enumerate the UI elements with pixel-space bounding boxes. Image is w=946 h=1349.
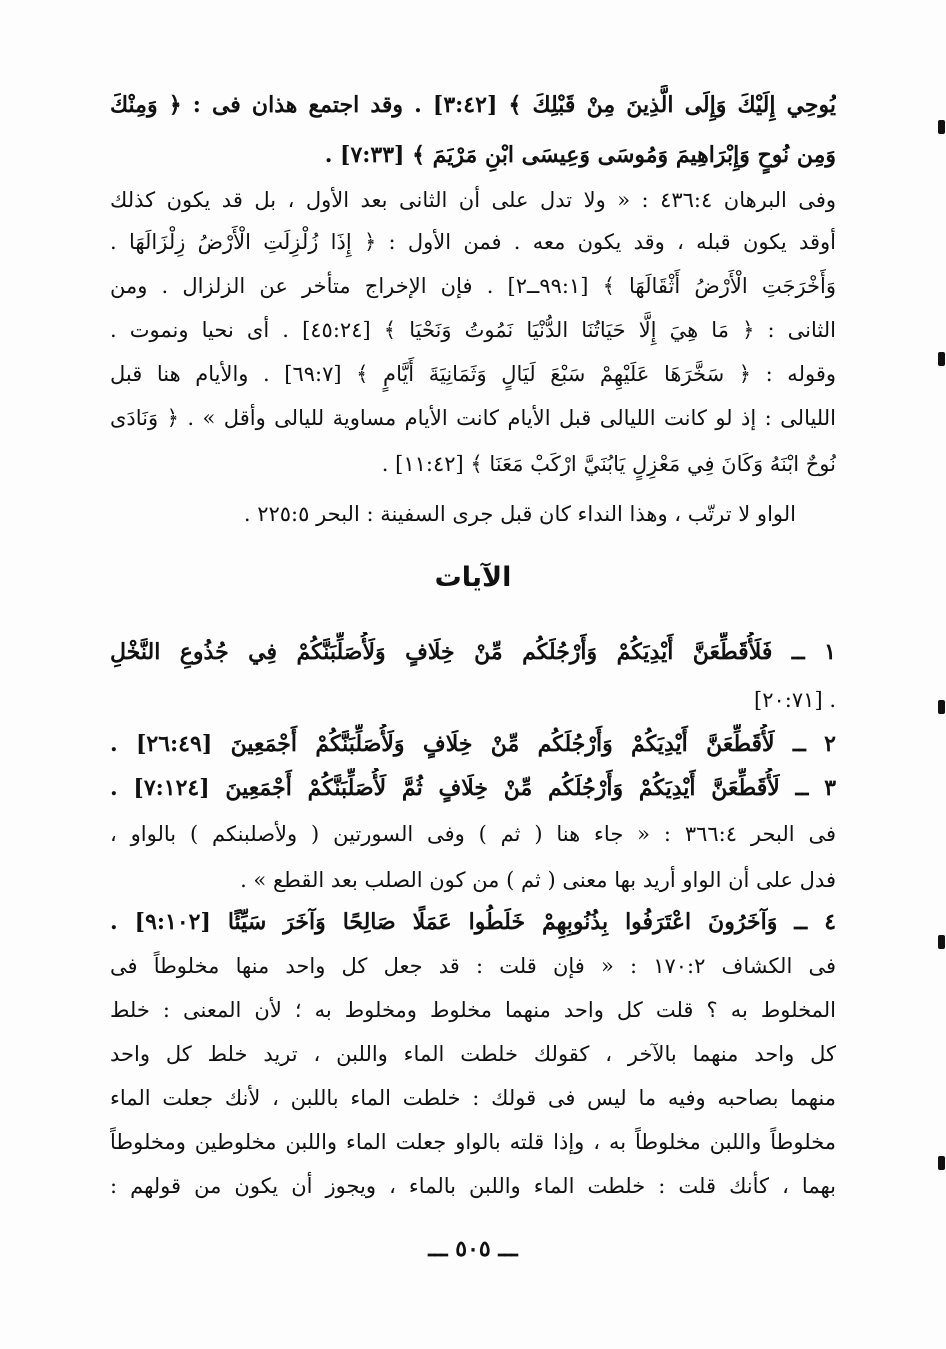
- verse-1: ١ ــ فَلَأُقَطِّعَنَّ أَيْدِيَكُمْ وَأَرْجُلَكُم مِّنْ خِلَافٍ وَلَأُصَلِّبَنَّكُمْ فِي جُذُوعِ النَّخْلِ: [110, 639, 836, 665]
- text-line-5: وَأَخْرَجَتِ الْأَرْضُ أَثْقَالَهَا ﴾ [٩٩:١ــ٢] . فإن الإخراج متأخر عن الزلزال . ومن: [110, 274, 836, 298]
- text-line-7: وقوله : ﴿ سَخَّرَهَا عَلَيْهِمْ سَبْعَ لَيَالٍ وَثَمَانِيَةَ أَيَّامٍ ﴾ [٦٩:٧] . والأيام هنا قبل: [110, 362, 836, 386]
- text-line-2: وَمِن نُوحٍ وَإِبْرَاهِيمَ وَمُوسَى وَعِيسَى ابْنِ مَرْيَمَ ﴾ [٧:٣٣] .: [324, 142, 836, 168]
- text-line-8: الليالى : إذ لو كانت الليالى قبل الأيام كانت الأيام مساوية لليالى وأقل » . ﴿ وَنَادَى: [110, 406, 836, 430]
- text-line-bahr-2: فدل على أن الواو أريد بها معنى ( ثم ) من كون الصلب بعد القطع » .: [240, 868, 836, 892]
- scan-edge-mark: [938, 1156, 945, 1170]
- text-line-kashshaf-3: كل واحد منهما بالآخر ، كقولك خلطت الماء واللبن ، تريد خلط كل واحد: [110, 1042, 836, 1066]
- text-line-bahr: فى البحر ٣٦٦:٤ : « جاء هنا ( ثم ) وفى السورتين ( ولأصلبنكم ) بالواو ،: [110, 822, 836, 846]
- text-line-1: يُوحِي إِلَيْكَ وَإِلَى الَّذِينَ مِنْ قَبْلِكَ ﴾ [٣:٤٢] . وقد اجتمع هذان فى : ﴿ وَمِنْكَ: [110, 92, 836, 118]
- text-line-kashshaf-5: مخلوطاً واللبن مخلوطاً به ، وإذا قلته بالواو جعلت الماء واللبن مخلوطين ومخلوطاً: [110, 1130, 836, 1154]
- verse-3: ٣ ــ لَأُقَطِّعَنَّ أَيْدِيَكُمْ وَأَرْجُلَكُم مِّنْ خِلَافٍ ثُمَّ لَأُصَلِّبَنَّكُمْ أَجْمَعِينَ [٧:١٢٤] .: [110, 775, 836, 801]
- verse-2: ٢ ــ لَأُقَطِّعَنَّ أَيْدِيَكُمْ وَأَرْجُلَكُم مِّنْ خِلَافٍ وَلَأُصَلِّبَنَّكُمْ أَجْمَعِينَ [٢٦:٤٩] .: [110, 731, 836, 757]
- scan-edge-mark: [938, 352, 945, 366]
- text-line-4: أوقد يكون قبله ، وقد يكون معه . فمن الأول : ﴿ إِذَا زُلْزِلَتِ الْأَرْضُ زِلْزَالَهَا .: [110, 230, 836, 254]
- text-line-kashshaf-1: فى الكشاف ١٧٠:٢ : « فإن قلت : قد جعل كل واحد منها مخلوطاً فى: [110, 954, 836, 978]
- page-number: ـــ ٥٠٥ ـــ: [428, 1236, 518, 1262]
- section-heading: الآيات: [434, 562, 512, 593]
- text-line-kashshaf-2: المخلوط به ؟ قلت كل واحد منهما مخلوط ومخلوط به ؛ لأن المعنى : خلط: [110, 998, 836, 1022]
- text-line-kashshaf-4: منهما بصاحبه وفيه ما ليس فى قولك : خلطت الماء باللبن ، لأنك جعلت الماء: [110, 1086, 836, 1110]
- verse-4: ٤ ــ وَآخَرُونَ اعْتَرَفُوا بِذُنُوبِهِمْ خَلَطُوا عَمَلًا صَالِحًا وَآخَرَ سَيِّئًا [٩:١٠٢] .: [110, 909, 836, 935]
- scan-edge-mark: [938, 935, 945, 949]
- text-line-3: وفى البرهان ٤٣٦:٤ : « ولا تدل على أن الثانى بعد الأول ، بل قد يكون كذلك: [110, 188, 836, 212]
- scan-edge-mark: [938, 120, 945, 134]
- verse-1-ref: . [٢٠:٧١]: [754, 688, 836, 712]
- text-line-10: الواو لا ترتّب ، وهذا النداء كان قبل جرى السفينة : البحر ٢٢٥:٥ .: [243, 502, 796, 526]
- text-line-9: نُوحٌ ابْنَهُ وَكَانَ فِي مَعْزِلٍ يَابُنَيَّ ارْكَبْ مَعَنَا ﴾ [١١:٤٢] .: [381, 452, 836, 476]
- text-line-6: الثانى : ﴿ مَا هِيَ إِلَّا حَيَاتُنَا الدُّنْيَا نَمُوتُ وَنَحْيَا ﴾ [٤٥:٢٤] . أى نحيا ونموت .: [110, 318, 836, 342]
- text-line-kashshaf-6: بهما ، كأنك قلت : خلطت الماء واللبن بالماء ، ويجوز أن يكون من قولهم :: [110, 1174, 836, 1198]
- scan-edge-mark: [938, 700, 945, 714]
